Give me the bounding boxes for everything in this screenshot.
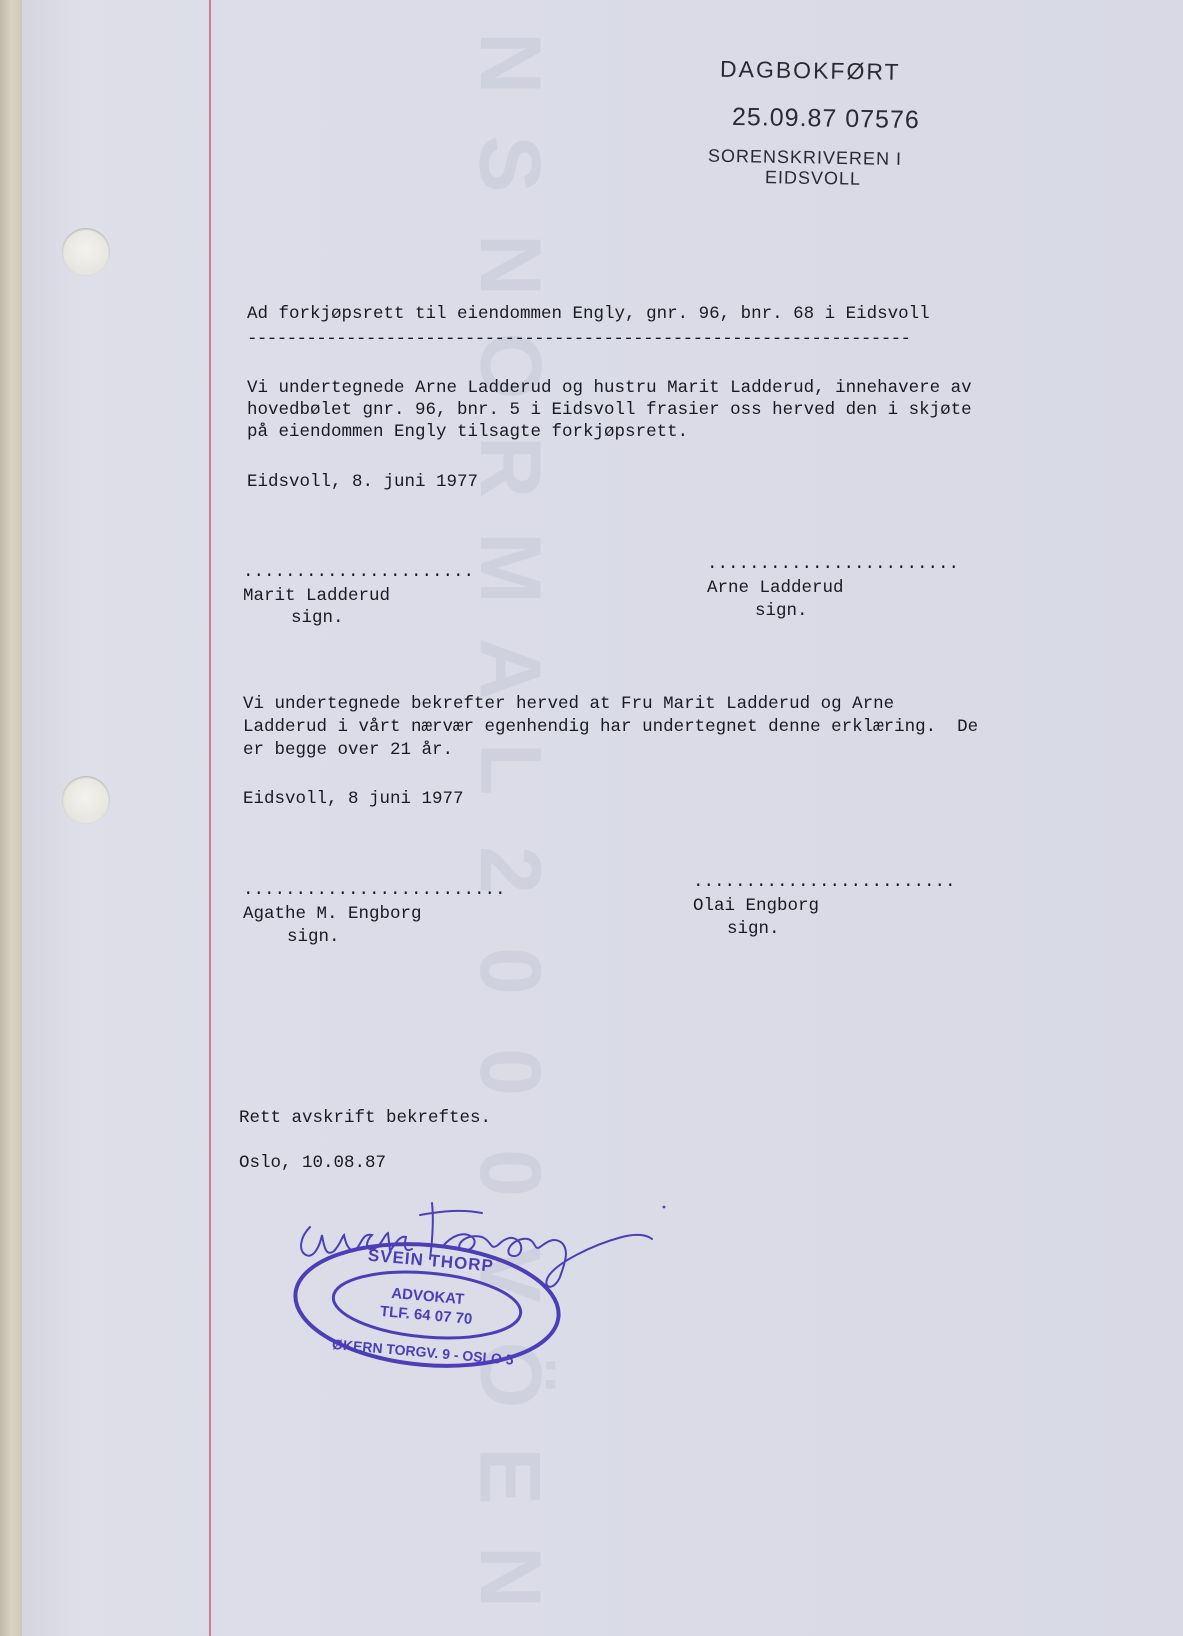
stamp-place: EIDSVOLL: [764, 167, 862, 189]
stamp-office: SORENSKRIVEREN I: [707, 145, 903, 170]
signer-sign-marit: sign.: [291, 608, 344, 628]
paragraph2-line2: Ladderud i vårt nærvær egenhendig har undertegnet denne erklæring. De: [243, 717, 979, 737]
stamp-date-number: 25.09.87 07576: [731, 102, 921, 135]
signature-line-right-1: ........................: [707, 554, 960, 574]
witness-sign-agathe: sign.: [287, 927, 340, 947]
signer-name-marit: Marit Ladderud: [243, 586, 391, 606]
paragraph2-line1: Vi undertegnede bekrefter herved at Fru Marit Ladderud og Arne: [243, 694, 895, 714]
signature-line-left-1: ......................: [243, 562, 475, 582]
place-date-3: Oslo, 10.08.87: [239, 1153, 387, 1173]
stamp-phone: TLF. 64 07 70: [379, 1302, 473, 1328]
advocate-stamp: [287, 1228, 567, 1381]
signer-name-arne: Arne Ladderud: [707, 578, 844, 598]
stamp-registered-label: DAGBOKFØRT: [719, 55, 901, 85]
document-heading: Ad forkjøpsrett til eiendommen Engly, gnr. 96, bnr. 68 i Eidsvoll: [247, 304, 930, 324]
paragraph1-line3: på eiendommen Engly tilsagte forkjøpsrett.: [247, 422, 689, 442]
place-date-2: Eidsvoll, 8 juni 1977: [243, 789, 464, 809]
signer-sign-arne: sign.: [755, 601, 808, 621]
stamp-address: ØKERN TORGV. 9 - OSLO 5: [331, 1335, 515, 1368]
witness-name-olai: Olai Engborg: [693, 896, 820, 916]
witness-name-agathe: Agathe M. Engborg: [243, 904, 422, 924]
signature-line-left-2: .........................: [243, 880, 506, 900]
certification-text: Rett avskrift bekreftes.: [239, 1108, 492, 1128]
paragraph2-line3: er begge over 21 år.: [243, 740, 454, 760]
paper-watermark: N S N O R M A L 2 0 0 0 V Ö E N: [461, 31, 558, 1608]
place-date-1: Eidsvoll, 8. juni 1977: [247, 472, 479, 492]
stamp-title: ADVOKAT: [390, 1284, 465, 1309]
paragraph1-line2: hovedbølet gnr. 96, bnr. 5 i Eidsvoll frasier oss herved den i skjøte: [247, 400, 972, 420]
heading-rule: -------------------------------------------------------------------: [247, 329, 911, 349]
stamp-name: SVEIN THORP: [367, 1245, 495, 1276]
paragraph1-line1: Vi undertegnede Arne Ladderud og hustru Marit Ladderud, innehavere av: [247, 378, 972, 398]
witness-sign-olai: sign.: [727, 919, 780, 939]
signature-line-right-2: .........................: [693, 872, 956, 892]
